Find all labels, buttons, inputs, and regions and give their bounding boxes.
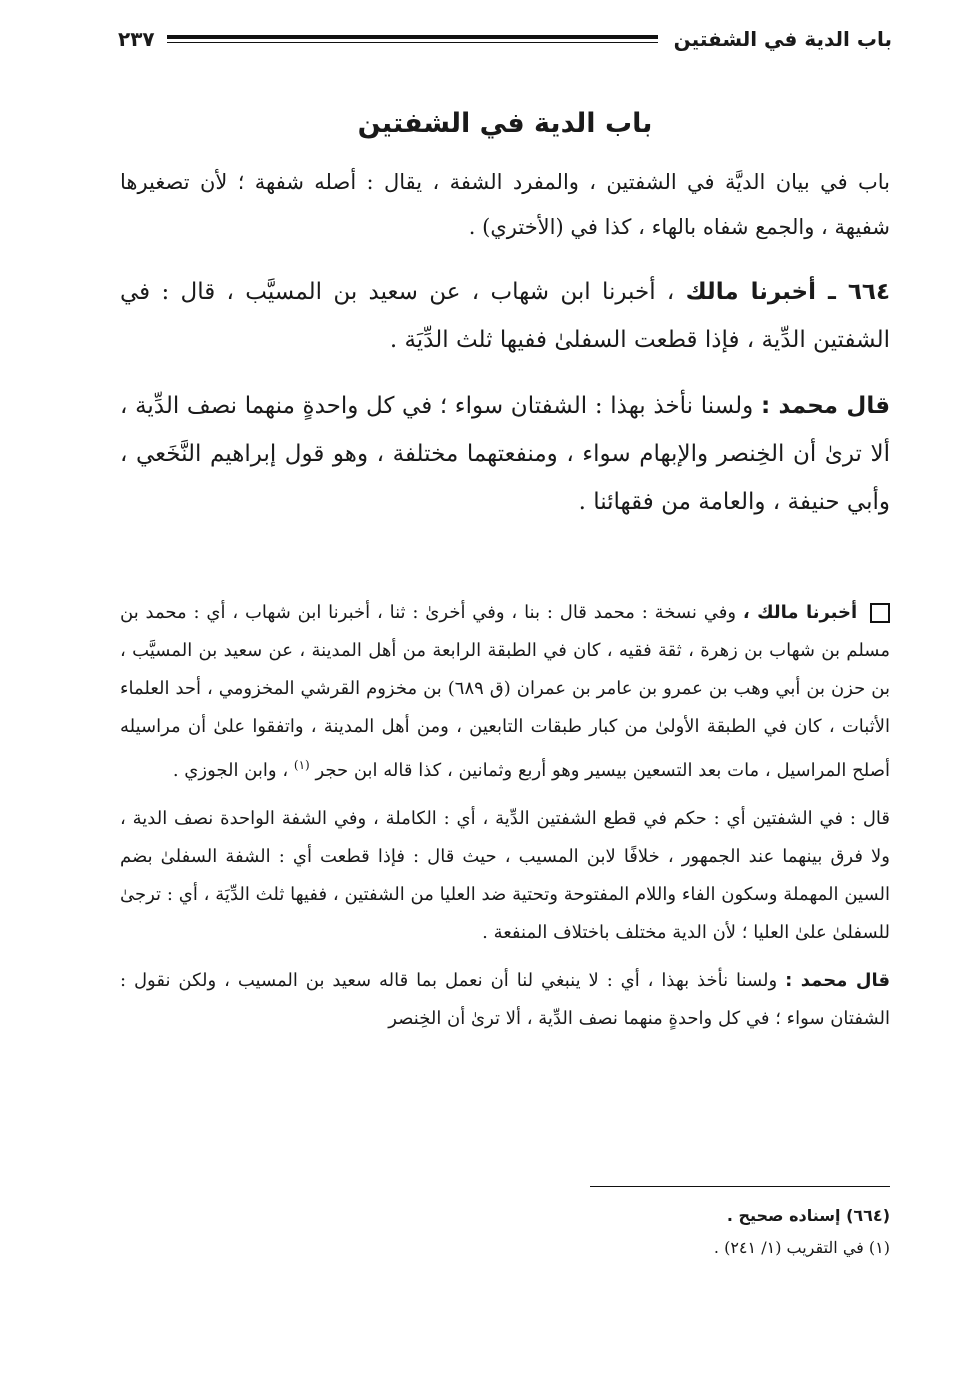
commentary-qala-text: ولسنا نأخذ بهذا ، أي : لا ينبغي لنا أن نعمل بما قاله سعيد بن المسيب ، ولكن نقول : الشفتان سواء ؛ في كل واحدةٍ منهما نصف الدِّية ، ألا ترىٰ أن الخِنصر xyxy=(120,970,890,1029)
box-marker-icon xyxy=(870,603,890,623)
page-body xyxy=(120,60,890,1345)
commentary-lead: أخبرنا مالك ، xyxy=(742,602,858,623)
qala-paragraph xyxy=(120,382,890,526)
hadith-text: ، أخبرنا ابن شهاب ، عن سعيد بن المسيَّب ، قال : في الشفتين الدِّية ، فإذا قطعت السفلىٰ ففيها ثلث الدِّيَة . xyxy=(120,279,890,353)
footnote-664: (٦٦٤) إسناده صحيح . xyxy=(726,1206,890,1225)
page-number: ٢٣٧ xyxy=(118,27,155,51)
commentary-text-b: ، وابن الجوزي . xyxy=(172,760,289,781)
commentary-paragraph-2: قال : في الشفتين أي : حكم في قطع الشفتين الدِّية ، أي : الكاملة ، وفي الشفة الواحدة نصف الدية ، ولا فرق بينهما عند الجمهور ، خلافًا لابن المسيب ، حيث قال : فإذا قطعت أي : الشفة السفلىٰ بضم السين المهملة وسكون الفاء واللام المفتوحة وتحتية ضد العليا من الشفتين ، ففيها ثلث الدِّيَة ، أي : ترجىٰ للسفلىٰ علىٰ العليا ؛ لأن الدية مختلف باختلاف المنفعة . xyxy=(120,808,890,943)
footnote-1: (١) في التقريب (١/ ٢٤١) . xyxy=(713,1238,890,1257)
header-rule xyxy=(167,35,658,43)
running-title: باب الدية في الشفتين xyxy=(673,27,892,51)
commentary-text-a: وفي نسخة : محمد قال : بنا ، وفي أخرىٰ : ثنا ، أخبرنا ابن شهاب ، أي : محمد بن مسلم بن شهاب بن زهرة ، ثقة فقيه ، كان في الطبقة الرابعة من أهل المدينة ، عن سعيد بن المسيَّب ، بن حزن بن أبي وهب بن عمرو بن عامر بن عمران (ق ٦٨٩) بن مخزوم القرشي المخزومي ، أحد العلماء الأثبات ، كان في الطبقة الأولىٰ من كبار طبقات التابعين ، ومن أهل المدينة ، واتفقوا علىٰ أن مراسيله أصلح المراسيل ، مات بعد التسعين بيسير وهو أربع وثمانين ، كذا قاله ابن حجر xyxy=(120,602,890,781)
footnote-rule xyxy=(590,1186,890,1187)
commentary xyxy=(120,594,890,1048)
footnotes xyxy=(120,1200,890,1264)
hadith-paragraph xyxy=(120,268,890,364)
qala-text: ولسنا نأخذ بهذا : الشفتان سواء ؛ في كل واحدةٍ منهما نصف الدِّية ، ألا ترىٰ أن الخِنصر والإبهام سواء ، ومنفعتهما مختلفة ، وهو قول إبراهيم النَّخَعي ، وأبي حنيفة ، والعامة من فقهائنا . xyxy=(120,393,890,515)
chapter-title: باب الدية في الشفتين xyxy=(357,108,653,139)
intro-paragraph: باب في بيان الديَّة في الشفتين ، والمفرد الشفة ، يقال : أصله شفهة ؛ لأن تصغيرها شفيهة ، والجمع شفاه بالهاء ، كذا في (الأختري) . xyxy=(120,170,890,239)
commentary-paragraph-3 xyxy=(120,962,890,1038)
main-text xyxy=(120,160,890,544)
hadith-lead: ٦٦٤ ـ أخبرنا مالك xyxy=(685,279,890,305)
footnote-ref: (١) xyxy=(293,758,310,772)
commentary-qala-lead: قال محمد : xyxy=(785,970,890,991)
running-header xyxy=(118,22,892,56)
commentary-paragraph-1 xyxy=(120,594,890,790)
qala-lead: قال محمد : xyxy=(760,393,891,419)
